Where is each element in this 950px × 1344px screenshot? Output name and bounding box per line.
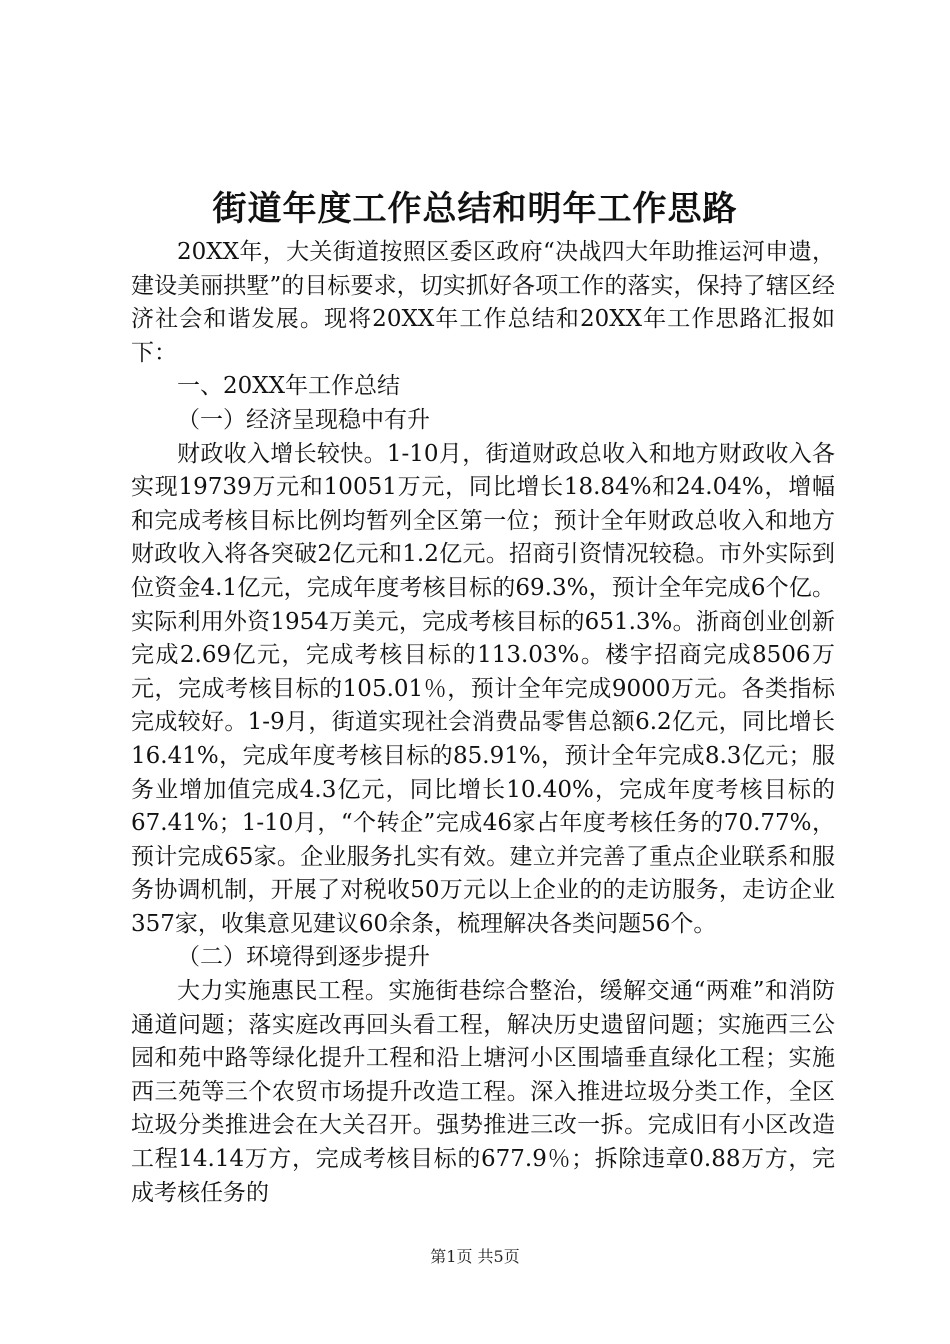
document-title: 街道年度工作总结和明年工作思路 — [212, 189, 738, 229]
page-footer: 第1页 共5页 — [430, 1247, 520, 1266]
document-body — [131, 236, 835, 1210]
intro-paragraph: 20XX年，大关街道按照区委区政府“决战四大年助推运河申遗，建设美丽拱墅”的目标要求，切实抓好各项工作的落实，保持了辖区经济社会和谐发展。现将20XX年工作总结和20XX年工作思路汇报如下： — [131, 239, 835, 366]
section-heading: 一、20XX年工作总结 — [177, 373, 401, 400]
environment-paragraph: 大力实施惠民工程。实施街巷综合整治，缓解交通“两难”和消防通道问题；落实庭改再回头看工程，解决历史遗留问题；实施西三公园和苑中路等绿化提升工程和沿上塘河小区围墙垂直绿化工程；实施西三苑等三个农贸市场提升改造工程。深入推进垃圾分类工作，全区垃圾分类推进会在大关召开。强势推进三改一拆。完成旧有小区改造工程14.14万方，完成考核目标的677.9％；拆除违章0.88万方，完成考核任务的 — [131, 978, 835, 1206]
economy-paragraph: 财政收入增长较快。1-10月，街道财政总收入和地方财政收入各实现19739万元和10051万元，同比增长18.84%和24.04%，增幅和完成考核目标比例均暂列全区第一位；预计全年财政总收入和地方财政收入将各突破2亿元和1.2亿元。招商引资情况较稳。市外实际到位资金4.1亿元，完成年度考核目标的69.3%，预计全年完成6个亿。实际利用外资1954万美元，完成考核目标的651.3%。浙商创业创新完成2.69亿元，完成考核目标的113.03%。楼宇招商完成8506万元，完成考核目标的105.01％，预计全年完成9000万元。各类指标完成较好。1-9月，街道实现社会消费品零售总额6.2亿元，同比增长16.41%，完成年度考核目标的85.91%，预计全年完成8.3亿元；服务业增加值完成4.3亿元，同比增长10.40%，完成年度考核目标的67.41%；1-10月，“个转企”完成46家占年度考核任务的70.77%，预计完成65家。企业服务扎实有效。建立并完善了重点企业联系和服务协调机制，开展了对税收50万元以上企业的的走访服务，走访企业357家，收集意见建议60余条，梳理解决各类问题56个。 — [131, 440, 835, 937]
subsection-heading-environment: （二）环境得到逐步提升 — [177, 944, 430, 971]
subsection-heading-economy: （一）经济呈现稳中有升 — [177, 406, 430, 433]
